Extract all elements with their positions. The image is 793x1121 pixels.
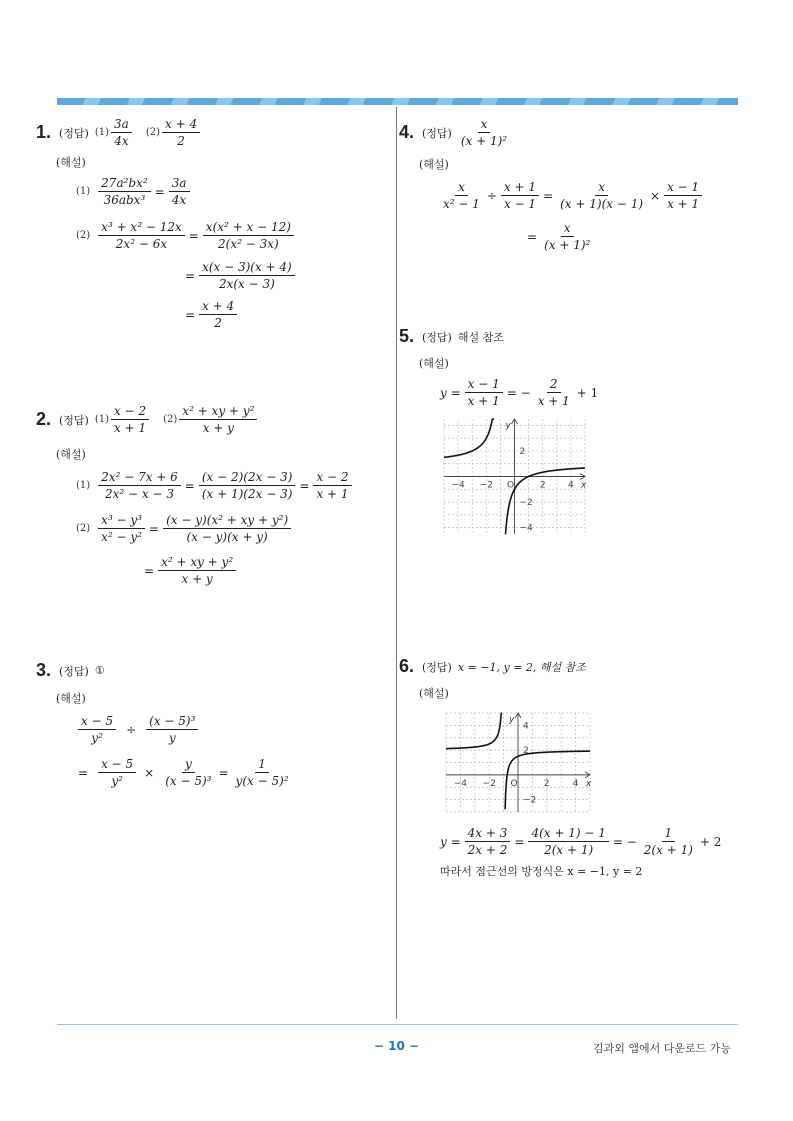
equals: = bbox=[218, 765, 229, 780]
y-tick-label: −2 bbox=[519, 498, 533, 509]
divide-sign: ÷ bbox=[486, 188, 497, 203]
y-tick-label: −2 bbox=[523, 795, 537, 806]
fraction: $\frac{\text{x³ + x² − 12x}}{\text{2x² − 6x}}$ bbox=[98, 220, 185, 251]
problem-4-step-2 bbox=[525, 221, 595, 252]
problem-1-step-2b bbox=[183, 260, 297, 291]
equals: = bbox=[514, 834, 525, 849]
problem-4-number: 4. bbox=[399, 122, 415, 142]
fraction: $\frac{x + 1}{x - 1}$ bbox=[501, 180, 539, 211]
answer-label: (정답) bbox=[422, 330, 452, 344]
fraction: $\frac{x + 4}{2}$ bbox=[199, 299, 237, 330]
fraction: $\frac{1}{2(x + 1)}$ bbox=[643, 826, 693, 857]
fraction: $\frac{x}{\text{(x + 1)²}}$ bbox=[544, 221, 591, 252]
problem-5-number: 5. bbox=[399, 326, 415, 346]
fraction: $\frac{x - 1}{x + 1}$ bbox=[664, 180, 702, 211]
fraction: $\frac{\text{x² + xy + y²}}{x + y}$ bbox=[158, 555, 236, 586]
problem-6-graph bbox=[446, 713, 590, 812]
footer-rule bbox=[57, 1024, 738, 1025]
x-tick-label: 4 bbox=[568, 480, 574, 491]
y-axis-label: y bbox=[505, 421, 511, 431]
fraction: $\frac{x - 2}{x + 1}$ bbox=[313, 470, 351, 501]
curve-branch bbox=[505, 468, 585, 534]
fraction: $\frac{x}{\text{x² − 1}}$ bbox=[443, 180, 480, 211]
x-axis-label: x bbox=[581, 480, 587, 491]
answer-value: x = −1, y = 2, 해설 참조 bbox=[457, 660, 586, 674]
y-tick-label: 2 bbox=[519, 446, 526, 457]
part-tag: (1) bbox=[94, 414, 110, 425]
problem-5-equation bbox=[438, 377, 600, 408]
problem-4-step-1 bbox=[438, 180, 704, 211]
answer-value: ① bbox=[94, 664, 105, 677]
y-axis-label: y bbox=[509, 715, 515, 725]
answer-value: 해설 참조 bbox=[457, 330, 504, 344]
y-equals: y = bbox=[440, 834, 461, 849]
fraction: $\frac{\text{(x − y)(x² + xy + y²)}}{(x - y)(x + y)}$ bbox=[163, 513, 291, 544]
equals: = bbox=[185, 307, 196, 322]
equals: = bbox=[78, 765, 89, 780]
fraction: $\frac{x - 2}{x + 1}$ bbox=[111, 404, 149, 435]
plus-constant: + 1 bbox=[576, 385, 599, 400]
x-tick-label: −4 bbox=[451, 480, 465, 491]
problem-2-step-1 bbox=[76, 470, 354, 501]
answer-label: (정답) bbox=[59, 413, 89, 427]
explanation-label: (해설) bbox=[56, 692, 86, 705]
fraction: $\frac{\text{x³ − y³}}{\text{x² − y²}}$ bbox=[98, 513, 145, 544]
answer-label: (정답) bbox=[422, 126, 452, 140]
fraction: $\frac{\text{x² + xy + y²}}{x + y}$ bbox=[179, 404, 257, 435]
explanation-label: (해설) bbox=[56, 448, 86, 461]
equals: = bbox=[188, 228, 199, 243]
explanation-label: (해설) bbox=[419, 357, 449, 370]
problem-5-answer bbox=[399, 326, 504, 347]
fraction: $\frac{2}{x + 1}$ bbox=[537, 377, 570, 408]
fraction: $\frac{4x + 3}{2x + 2}$ bbox=[465, 826, 511, 857]
problem-1-step-2 bbox=[76, 220, 296, 251]
fraction: $\frac{\text{27a²bx²}}{\text{36abx³}}$ bbox=[98, 176, 151, 207]
equals: = bbox=[543, 188, 554, 203]
curve-branch bbox=[446, 713, 502, 749]
answer-label: (정답) bbox=[59, 126, 89, 140]
equals: = bbox=[299, 478, 310, 493]
fraction: $\frac{4(x + 1) - 1}{2(x + 1)}$ bbox=[528, 826, 608, 857]
problem-6-equation bbox=[438, 826, 723, 857]
fraction: $\frac{\text{(x − 5)³}}{y}$ bbox=[146, 714, 198, 745]
x-tick-label: −2 bbox=[479, 480, 493, 491]
part-tag: (2) bbox=[76, 230, 91, 241]
problem-1-number: 1. bbox=[36, 122, 52, 142]
column-divider bbox=[396, 107, 397, 1019]
fraction: $\frac{x}{\text{(x + 1)²}}$ bbox=[460, 117, 508, 148]
fraction: $\frac{x + 4}{2}$ bbox=[162, 117, 200, 148]
y-equals: y = bbox=[440, 385, 461, 400]
fraction: $\frac{\text{2x² − 7x + 6}}{\text{2x² − x − 3}}$ bbox=[98, 470, 181, 501]
times-sign: × bbox=[144, 765, 155, 780]
x-axis-label: x bbox=[586, 778, 592, 789]
fraction: $\frac{1}{\text{y(x − 5)²}}$ bbox=[235, 757, 289, 788]
x-tick-label: O bbox=[510, 778, 518, 789]
problem-2-step-2 bbox=[76, 513, 293, 544]
equals: = bbox=[149, 521, 160, 536]
problem-3-step-2 bbox=[76, 757, 294, 788]
fraction: $\frac{y}{\text{(x − 5)³}}$ bbox=[165, 757, 212, 788]
fraction: $\frac{x - 1}{x + 1}$ bbox=[465, 377, 503, 408]
problem-6-conclusion: 따라서 점근선의 방정식은 x = −1, y = 2 bbox=[440, 865, 643, 878]
problem-3-step-1 bbox=[76, 714, 200, 745]
explanation-label: (해설) bbox=[419, 158, 449, 171]
x-tick-label: 2 bbox=[543, 778, 550, 789]
part-tag: (2) bbox=[163, 414, 178, 425]
part-tag: (2) bbox=[76, 523, 91, 534]
problem-2-answer bbox=[36, 404, 259, 435]
x-tick-label: 4 bbox=[572, 778, 579, 789]
problem-1-answer bbox=[36, 117, 202, 148]
equals: = bbox=[185, 268, 196, 283]
equals: = bbox=[144, 563, 155, 578]
problem-6-number: 6. bbox=[399, 656, 415, 676]
equals: = bbox=[154, 184, 165, 199]
equals: = bbox=[527, 229, 538, 244]
footer-note: 김과외 앱에서 다운로드 가능 bbox=[592, 1042, 731, 1055]
equals: = bbox=[184, 478, 195, 493]
x-tick-label: O bbox=[506, 480, 515, 491]
divide-sign: ÷ bbox=[126, 722, 137, 737]
fraction: $\frac{(x - 2)(2x - 3)}{(x + 1)(2x - 3)}$ bbox=[199, 470, 296, 501]
explanation-label: (해설) bbox=[56, 156, 86, 169]
y-tick-label: 2 bbox=[523, 746, 529, 757]
problem-2-number: 2. bbox=[36, 409, 52, 429]
part-tag: (1) bbox=[76, 186, 91, 197]
answer-label: (정답) bbox=[422, 660, 452, 674]
y-tick-label: −4 bbox=[519, 523, 533, 534]
header-bar bbox=[57, 98, 738, 105]
page-number: − 10 − bbox=[373, 1039, 420, 1053]
x-tick-label: −4 bbox=[453, 778, 468, 789]
y-tick-label: 4 bbox=[523, 721, 529, 732]
fraction: $\frac{3a}{4x}$ bbox=[169, 176, 190, 207]
answer-label: (정답) bbox=[59, 664, 89, 678]
explanation-label: (해설) bbox=[419, 687, 449, 700]
equals-minus: = − bbox=[506, 385, 531, 400]
times-sign: × bbox=[650, 188, 661, 203]
fraction: $\frac{\text{x(x² + x − 12)}}{\text{2(x² − 3x)}}$ bbox=[203, 220, 294, 251]
fraction: $\frac{x(x - 3)(x + 4)}{2x(x - 3)}$ bbox=[199, 260, 295, 291]
part-tag: (2) bbox=[145, 127, 160, 138]
problem-1-step-1 bbox=[76, 176, 192, 207]
part-tag: (1) bbox=[76, 480, 91, 491]
plus-constant: + 2 bbox=[699, 834, 722, 849]
equals-minus: = − bbox=[612, 834, 637, 849]
fraction: $\frac{x - 5}{\text{y²}}$ bbox=[98, 757, 136, 788]
fraction: $\frac{x - 5}{\text{y²}}$ bbox=[78, 714, 116, 745]
problem-4-answer bbox=[399, 117, 512, 148]
problem-1-step-2c bbox=[183, 299, 239, 330]
problem-2-step-2b bbox=[142, 555, 238, 586]
x-tick-label: 2 bbox=[539, 480, 546, 491]
problem-6-answer bbox=[399, 656, 586, 677]
problem-3-number: 3. bbox=[36, 660, 52, 680]
fraction: $\frac{3a}{4x}$ bbox=[111, 117, 132, 148]
x-tick-label: −2 bbox=[482, 778, 496, 789]
problem-5-graph bbox=[444, 419, 585, 534]
problem-3-answer bbox=[36, 660, 105, 681]
fraction: $\frac{x}{(x + 1)(x - 1)}$ bbox=[560, 180, 644, 211]
part-tag: (1) bbox=[94, 127, 110, 138]
